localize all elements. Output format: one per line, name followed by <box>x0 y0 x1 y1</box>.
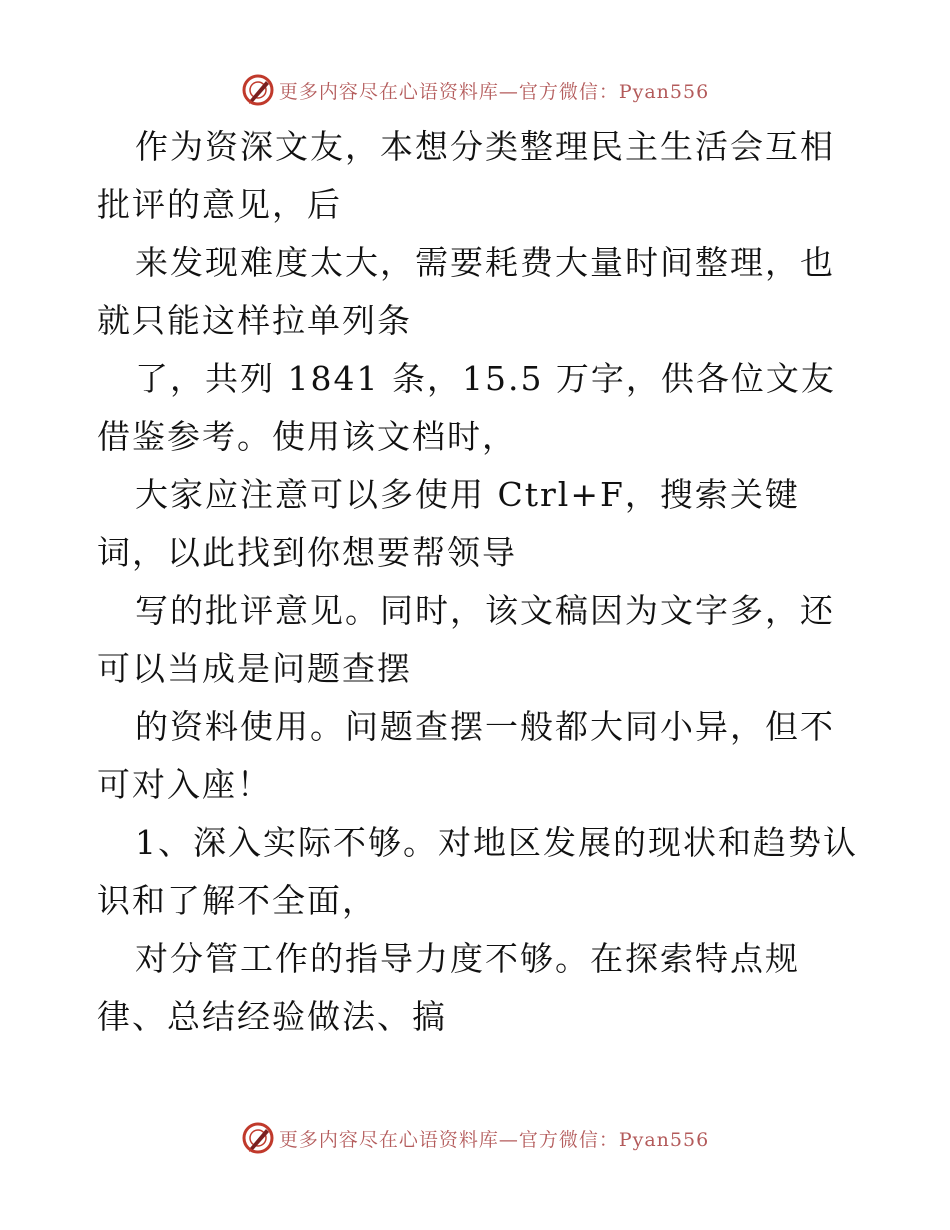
footer-banner-inner <box>241 1121 709 1155</box>
paragraph: 对分管工作的指导力度不够。在探索特点规律、总结经验做法、搞 <box>97 939 800 1036</box>
paragraph: 1、深入实际不够。对地区发展的现状和趋势认识和了解不全面， <box>97 823 858 920</box>
header-banner-text: 更多内容尽在心语资料库—官方微信：Pyan556 <box>278 80 710 103</box>
header-banner-inner <box>241 73 709 107</box>
paragraph: 写的批评意见。同时，该文稿因为文字多，还可以当成是问题查摆 <box>97 591 835 688</box>
pen-logo-icon <box>241 73 275 107</box>
footer-banner <box>0 1118 950 1158</box>
pen-logo-icon <box>241 1121 275 1155</box>
paragraph: 作为资深文友，本想分类整理民主生活会互相批评的意见，后 <box>97 127 835 224</box>
header-banner <box>0 70 950 110</box>
footer-banner-text: 更多内容尽在心语资料库—官方微信：Pyan556 <box>278 1128 710 1151</box>
paragraph: 了，共列 1841 条，15.5 万字，供各位文友借鉴参考。使用该文档时， <box>97 359 836 456</box>
paragraph: 大家应注意可以多使用 Ctrl+F，搜索关键词，以此找到你想要帮领导 <box>97 475 800 572</box>
paragraph: 来发现难度太大，需要耗费大量时间整理，也就只能这样拉单列条 <box>97 243 835 340</box>
document-body <box>97 118 867 1046</box>
paragraph: 的资料使用。问题查摆一般都大同小异，但不可对入座！ <box>97 707 835 804</box>
